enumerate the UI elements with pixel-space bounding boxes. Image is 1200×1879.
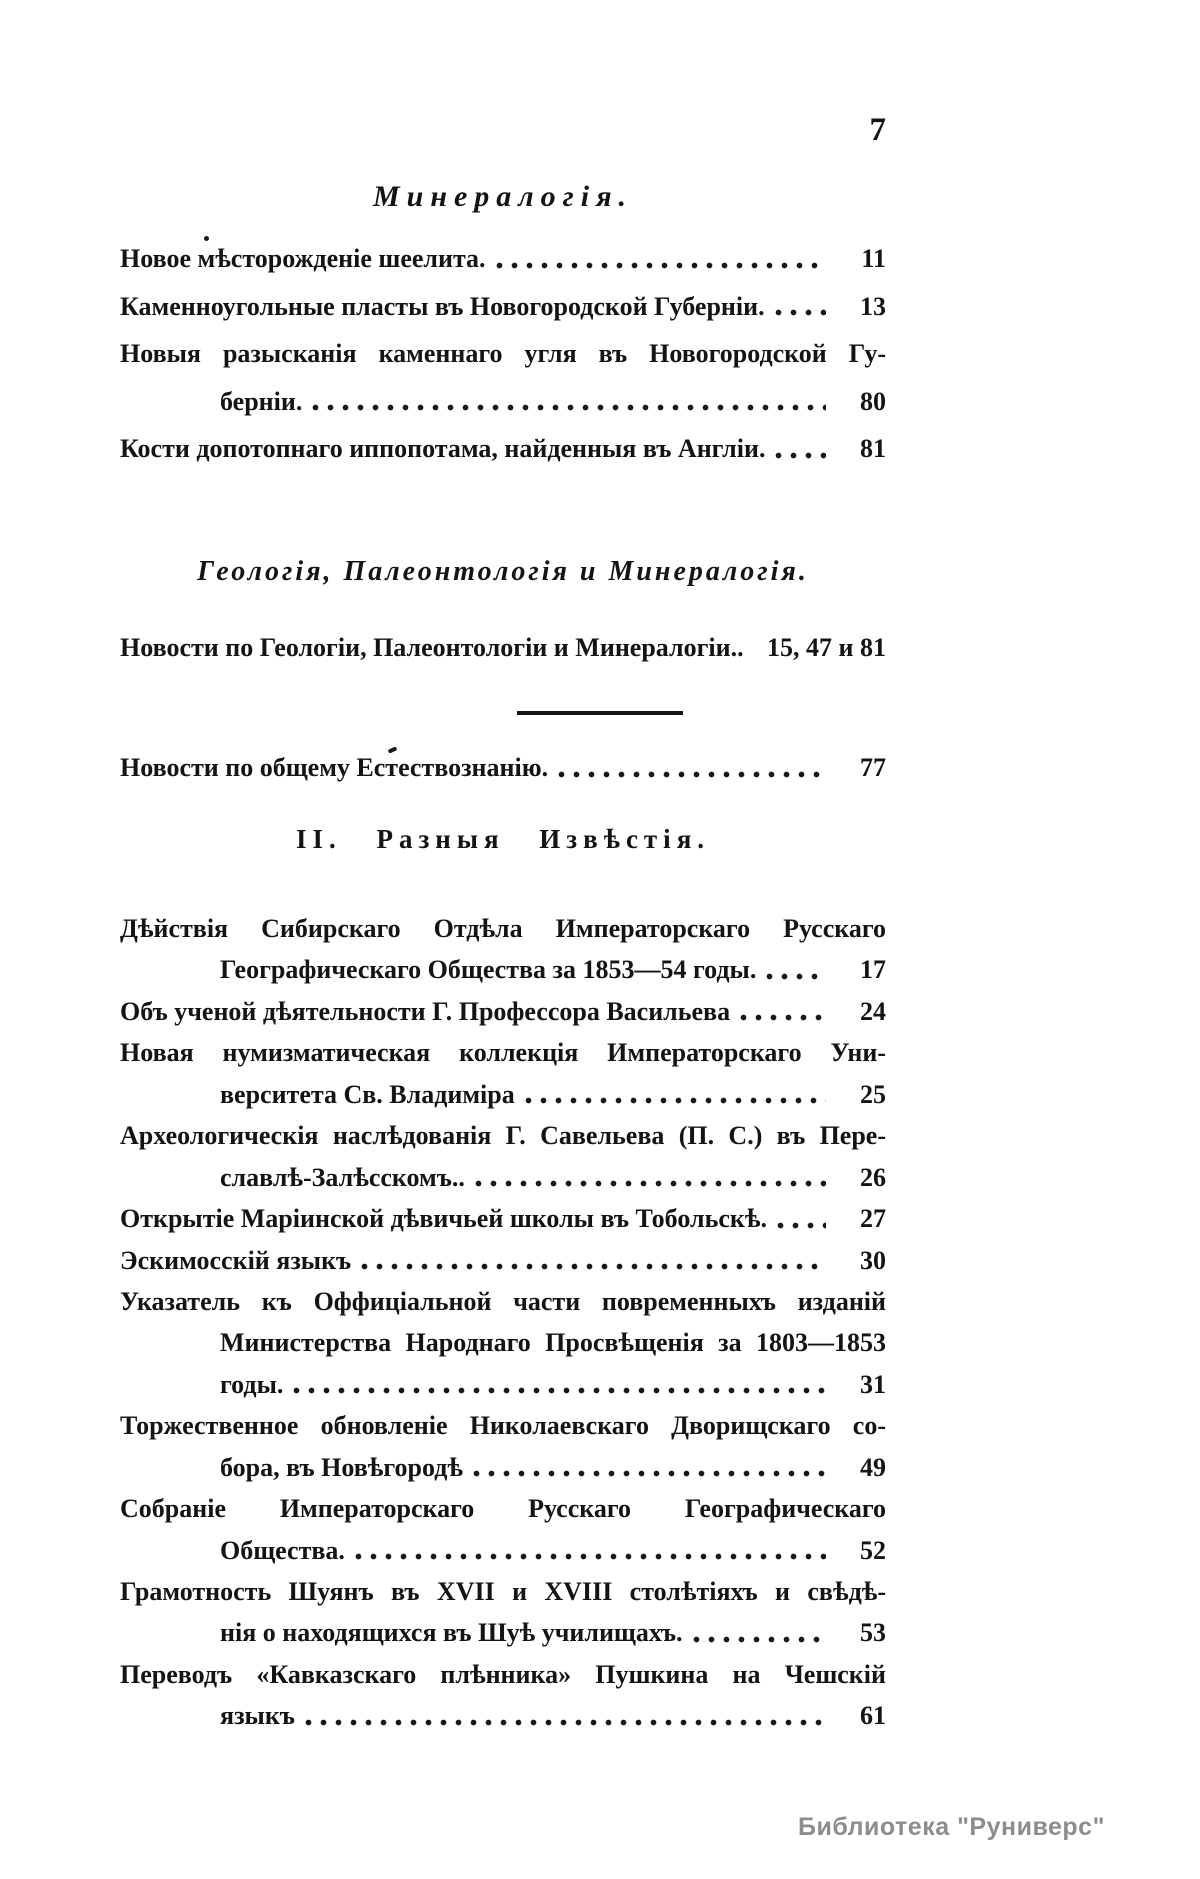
- toc-page-number: 11: [861, 244, 886, 273]
- toc-entry-text: нія о находящихся въ Шуѣ училищахъ.: [220, 1618, 683, 1648]
- toc-entry-text: Географическаго Общества за 1853—54 годы.: [220, 955, 757, 985]
- toc-section-miscellaneous: [120, 908, 886, 1737]
- toc-entry-continuation: [120, 1157, 886, 1198]
- toc-entry-text: верситета Св. Владиміра: [220, 1079, 515, 1109]
- toc-entry: [120, 425, 886, 473]
- dot-leader: [361, 1263, 826, 1270]
- toc-page-number: 13: [860, 291, 886, 321]
- toc-page-number: 77: [860, 753, 886, 782]
- toc-page-number: 15, 47 и 81: [767, 633, 886, 662]
- toc-page-number: 30: [860, 1245, 886, 1275]
- toc-section-natural-science: [120, 744, 886, 792]
- toc-page-number: 26: [860, 1162, 886, 1192]
- dot-leader: [475, 1180, 826, 1187]
- dot-leader: [473, 1470, 826, 1477]
- toc-entry-text: Дѣйствія Сибирскаго Отдѣла Императорскаго Русскаго: [120, 914, 886, 943]
- toc-entry: [120, 1281, 886, 1322]
- toc-entry: [120, 744, 886, 792]
- dot-leader: [775, 309, 826, 316]
- toc-page-number: 53: [860, 1618, 886, 1648]
- toc-section-geology: [120, 624, 886, 672]
- watermark: Библиотека "Руниверс": [798, 1813, 1105, 1841]
- toc-entry: [120, 1115, 886, 1156]
- toc-entry-text: славлѣ-Залѣсскомъ..: [220, 1162, 465, 1192]
- toc-entry-text: Каменноугольные пласты въ Новогородской Губерніи.: [120, 291, 765, 321]
- dot-leader: [558, 771, 826, 778]
- section-heading-geology-paleontology-mineralogy: Геологія, Палеонтологія и Минералогія.: [197, 556, 809, 587]
- dot-leader: [740, 1014, 826, 1021]
- toc-entry-text: Новости по общему Естествознанію.: [120, 753, 549, 782]
- toc-page-number: 81: [860, 434, 886, 464]
- toc-entry-continuation: [120, 378, 886, 426]
- toc-entry-continuation: [120, 1074, 886, 1115]
- toc-entry: [120, 235, 886, 283]
- toc-entry-text: языкъ: [220, 1701, 295, 1731]
- dot-leader: [766, 973, 826, 980]
- toc-entry-text: Торжественное обновленіе Николаевскаго Дворищскаго со-: [120, 1411, 886, 1441]
- toc-entry: [120, 1405, 886, 1446]
- toc-entry: [120, 330, 886, 378]
- toc-entry-continuation: [120, 1530, 886, 1571]
- toc-entry: [120, 1654, 886, 1695]
- toc-entry: [120, 1032, 886, 1073]
- toc-entry-text: Открытіе Маріинской дѣвичьей школы въ Тобольскѣ.: [120, 1204, 767, 1234]
- toc-entry: [120, 1571, 886, 1612]
- dot-leader: [355, 1553, 826, 1560]
- toc-entry: [120, 991, 886, 1032]
- section-divider: [517, 711, 683, 715]
- toc-page-number: 31: [860, 1369, 886, 1399]
- toc-entry-text: Кости допотопнаго иппопотама, найденныя въ Англіи.: [120, 434, 766, 464]
- toc-entry-text: Новыя разысканія каменнаго угля въ Новогородской Гу-: [120, 339, 886, 369]
- toc-entry-text: Переводъ «Кавказскаго плѣнника» Пушкина на Чешскій: [120, 1659, 886, 1689]
- toc-entry-continuation: [120, 1695, 886, 1736]
- toc-page-number: 49: [860, 1452, 886, 1482]
- toc-entry: [120, 1240, 886, 1281]
- toc-entry-text: Министерства Народнаго Просвѣщенія за 1803—1853: [220, 1328, 886, 1358]
- toc-entry-text: годы.: [220, 1369, 284, 1399]
- dot-leader: [312, 404, 826, 411]
- toc-page-number: 61: [860, 1701, 886, 1731]
- toc-section-mineralogy: [120, 235, 886, 473]
- toc-entry-continuation: [120, 1612, 886, 1653]
- dot-leader: [305, 1719, 826, 1726]
- toc-entry-text: Новости по Геологіи, Палеонтологіи и Минералогіи..: [120, 633, 744, 662]
- dot-leader: [496, 262, 826, 269]
- toc-entry-text: Новая нумизматическая коллекція Императорскаго Уни-: [120, 1038, 886, 1068]
- section-heading-mineralogy: Минералогія.: [372, 180, 634, 213]
- dot-leader: [775, 452, 826, 459]
- toc-entry-continuation: [120, 1322, 886, 1363]
- toc-page-number: 52: [860, 1535, 886, 1565]
- toc-entry-continuation: [120, 1364, 886, 1405]
- toc-entry-text: Указатель къ Оффиціальной части повременныхъ изданій: [120, 1286, 886, 1316]
- toc-entry-continuation: [120, 1447, 886, 1488]
- toc-page-number: 27: [860, 1204, 886, 1234]
- toc-entry: [120, 1488, 886, 1529]
- toc-page-number: 17: [860, 955, 886, 985]
- toc-page-number: 25: [860, 1079, 886, 1109]
- dot-leader: [693, 1636, 826, 1643]
- toc-entry-text: Новое мѣсторожденіе шеелита.: [120, 244, 486, 273]
- toc-entry-text: Грамотность Шуянъ въ XVII и XVIII столѣтіяхъ и свѣдѣ-: [120, 1577, 886, 1606]
- toc-entry-text: Эскимосскій языкъ: [120, 1245, 352, 1275]
- page-number: 7: [869, 112, 886, 148]
- toc-entry-text: бора, въ Новѣгородѣ: [220, 1452, 464, 1482]
- toc-entry: [120, 624, 886, 672]
- toc-entry: [120, 1198, 886, 1239]
- toc-page-number: 24: [860, 996, 886, 1026]
- toc-entry-text: берніи.: [220, 386, 303, 416]
- toc-entry-text: Собраніе Императорскаго Русскаго Географическаго: [120, 1494, 886, 1524]
- dot-leader: [293, 1387, 826, 1394]
- toc-entry: [120, 283, 886, 331]
- toc-entry-text: Объ ученой дѣятельности Г. Профессора Васильева: [120, 996, 731, 1026]
- toc-entry-text: Общества.: [220, 1535, 345, 1565]
- toc-entry-text: Археологическія наслѣдованія Г. Савельева (П. С.) въ Пере-: [120, 1121, 886, 1151]
- toc-page-number: 80: [860, 386, 886, 416]
- toc-entry-continuation: [120, 949, 886, 990]
- dot-leader: [777, 1222, 826, 1229]
- dot-leader: [525, 1097, 826, 1104]
- toc-entry: [120, 908, 886, 949]
- section-heading-miscellaneous-news: II. Разныя Извѣстія.: [295, 824, 711, 854]
